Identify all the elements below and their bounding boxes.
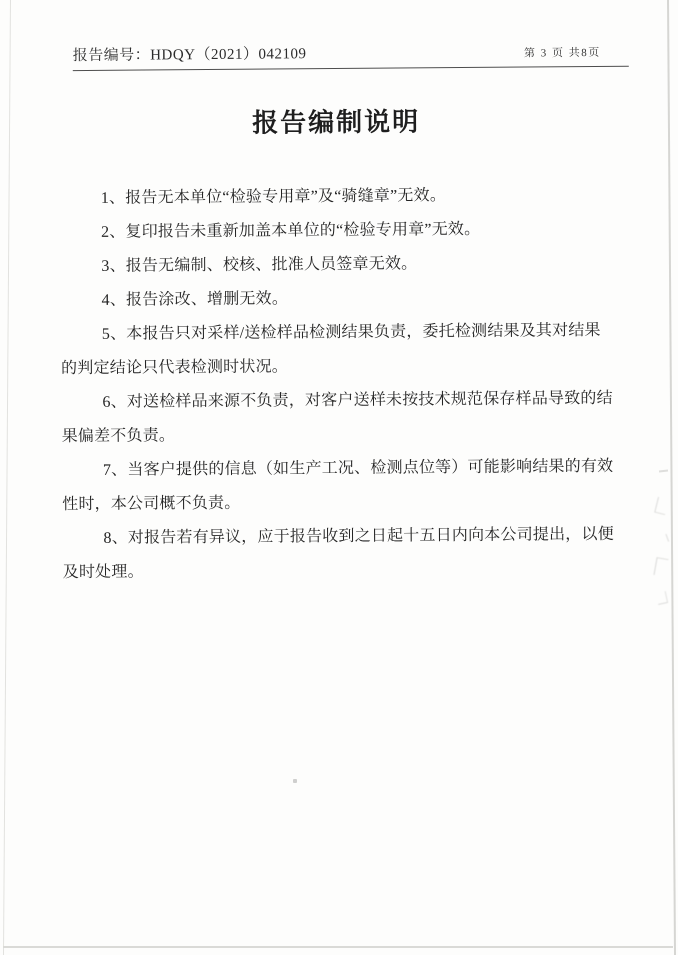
instruction-item-7 <box>62 450 631 522</box>
instruction-item-6 <box>61 382 630 454</box>
report-number-value: HDQY（2021）042109 <box>150 46 307 64</box>
report-number-label: 报告编号： <box>72 47 151 65</box>
instructions-list <box>60 178 631 590</box>
report-number <box>73 42 307 65</box>
instruction-item-4 <box>60 280 628 318</box>
instruction-line: 4、报告涂改、增删无效。 <box>101 290 289 309</box>
scan-speck-artifact <box>293 779 297 783</box>
instruction-item-2 <box>60 212 628 250</box>
binding-seal-fragment <box>656 591 668 605</box>
instruction-line: 性时，本公司概不负责。 <box>62 494 241 514</box>
instruction-line: 2、复印报告未重新加盖本单位的“检验专用章”无效。 <box>101 220 481 241</box>
instruction-line: 及时处理。 <box>62 563 144 582</box>
instruction-line: 6、对送检样品来源不负责，对客户送样未按技术规范保存样品导致的结 <box>102 389 613 411</box>
page-title: 报告编制说明 <box>252 107 421 138</box>
instruction-line: 7、当客户提供的信息（如生产工况、检测点位等）可能影响结果的有效 <box>102 457 614 479</box>
instruction-line: 3、报告无编制、校核、批准人员签章无效。 <box>101 255 418 275</box>
page-indicator: 第 3 页 共8页 <box>523 46 601 60</box>
instruction-line: 8、对报告若有异议，应于报告收到之日起十五日内向本公司提出，以便 <box>103 525 614 547</box>
instruction-line: 果偏差不负责。 <box>61 427 176 446</box>
page-header <box>73 40 629 71</box>
instruction-item-1 <box>60 178 628 216</box>
paper-edge-bottom <box>3 946 673 948</box>
instruction-line: 的判定结论只代表检测时状况。 <box>61 358 289 378</box>
instruction-item-8 <box>62 518 631 590</box>
instruction-item-3 <box>60 246 628 284</box>
instruction-line: 5、本报告只对采样/送检样品检测结果负责，委托检测结果及其对结果 <box>101 321 601 343</box>
instruction-line: 1、报告无本单位“检验专用章”及“骑缝章”无效。 <box>100 187 447 207</box>
instruction-item-5 <box>61 314 630 386</box>
